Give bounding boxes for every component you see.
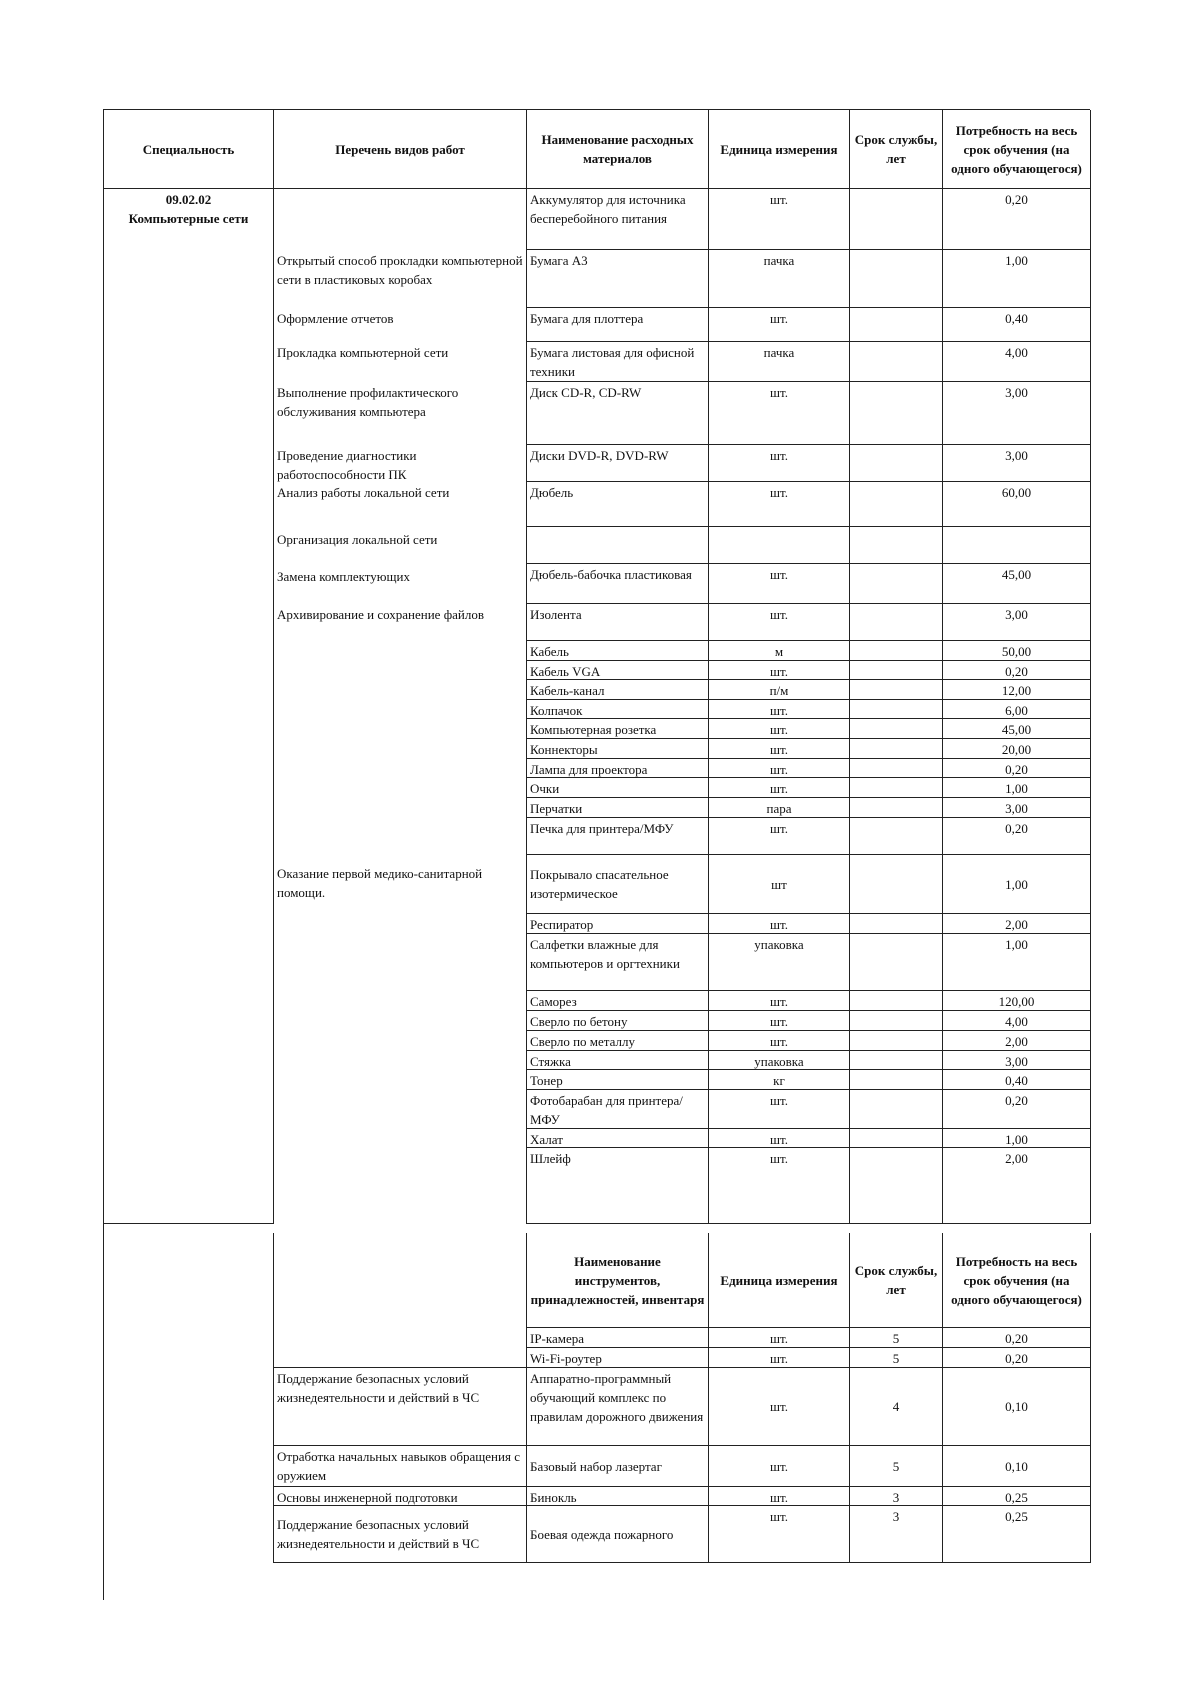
material-unit: шт. — [709, 1090, 850, 1129]
tool-unit: шт. — [709, 1446, 850, 1487]
material-name: Салфетки влажные для компьютеров и оргтехники — [527, 934, 709, 991]
material-unit: шт. — [709, 1011, 850, 1031]
material-life — [850, 250, 943, 308]
material-name: Коннекторы — [527, 739, 709, 759]
work-item: Поддержание безопасных условий жизнедеятельности и действий в ЧС — [274, 1506, 527, 1563]
material-need: 0,40 — [943, 1070, 1091, 1090]
material-need: 2,00 — [943, 1148, 1091, 1224]
tool-life: 3 — [850, 1506, 943, 1563]
material-unit: шт. — [709, 818, 850, 855]
material-name: Кабель VGA — [527, 661, 709, 680]
material-name: Кабель — [527, 641, 709, 661]
header-materials: Наименование расходных материалов — [527, 110, 709, 189]
work-item: Анализ работы локальной сети — [277, 485, 450, 500]
material-name: Бумага А3 — [527, 250, 709, 308]
material-life — [850, 382, 943, 445]
tool-name: IP-камера — [527, 1328, 709, 1348]
material-life — [850, 1031, 943, 1051]
tools-table — [103, 1233, 1090, 1560]
material-unit: м — [709, 641, 850, 661]
material-unit — [709, 527, 850, 564]
material-life — [850, 1129, 943, 1148]
material-unit: шт. — [709, 914, 850, 934]
material-life — [850, 641, 943, 661]
material-name: Покрывало спасательное изотермическое — [527, 855, 709, 914]
material-need: 3,00 — [943, 382, 1091, 445]
material-unit: шт. — [709, 661, 850, 680]
material-name: Тонер — [527, 1070, 709, 1090]
header-tools: Наименование инструментов, принадлежностей, инвентаря — [527, 1233, 709, 1328]
material-name: Халат — [527, 1129, 709, 1148]
tool-need: 0,25 — [943, 1506, 1091, 1563]
material-unit: пара — [709, 798, 850, 818]
material-name: Диски DVD-R, DVD-RW — [527, 445, 709, 482]
material-need: 1,00 — [943, 855, 1091, 914]
tool-need: 0,20 — [943, 1328, 1091, 1348]
material-need: 2,00 — [943, 1031, 1091, 1051]
material-name: Шлейф — [527, 1148, 709, 1224]
material-life — [850, 189, 943, 250]
material-life — [850, 934, 943, 991]
material-need: 0,20 — [943, 661, 1091, 680]
material-need: 2,00 — [943, 914, 1091, 934]
table-left-border-continuation — [103, 1560, 104, 1600]
material-need: 1,00 — [943, 934, 1091, 991]
material-name: Дюбель — [527, 482, 709, 527]
material-life — [850, 914, 943, 934]
material-life — [850, 604, 943, 641]
material-life — [850, 482, 943, 527]
material-unit: шт. — [709, 719, 850, 739]
specialty-name: Компьютерные сети — [128, 211, 249, 226]
tool-unit: шт. — [709, 1487, 850, 1506]
specialty-cell-continued — [104, 1233, 274, 1563]
tool-name: Аппаратно-программный обучающий комплекс по правилам дорожного движения — [527, 1368, 709, 1446]
material-unit: кг — [709, 1070, 850, 1090]
tool-life: 5 — [850, 1348, 943, 1368]
material-name — [527, 527, 709, 564]
header-works: Перечень видов работ — [274, 110, 527, 189]
work-item: Архивирование и сохранение файлов — [277, 607, 484, 622]
material-need: 50,00 — [943, 641, 1091, 661]
material-unit: п/м — [709, 680, 850, 700]
material-need: 0,20 — [943, 759, 1091, 778]
work-item: Прокладка компьютерной сети — [277, 345, 449, 360]
material-name: Сверло по бетону — [527, 1011, 709, 1031]
material-life — [850, 308, 943, 342]
material-need: 0,40 — [943, 308, 1091, 342]
material-name: Респиратор — [527, 914, 709, 934]
tool-unit: шт. — [709, 1506, 850, 1563]
header-life-2: Срок службы, лет — [850, 1233, 943, 1328]
work-item: Проведение диагностики работоспособности ПК — [277, 448, 417, 482]
material-life — [850, 739, 943, 759]
material-need: 1,00 — [943, 778, 1091, 798]
material-unit: шт. — [709, 759, 850, 778]
specialty-cell — [104, 189, 274, 1224]
tool-unit: шт. — [709, 1368, 850, 1446]
header-unit-2: Единица измерения — [709, 1233, 850, 1328]
material-need: 3,00 — [943, 445, 1091, 482]
material-name: Колпачок — [527, 700, 709, 719]
material-need: 0,20 — [943, 189, 1091, 250]
tool-life: 5 — [850, 1446, 943, 1487]
material-unit: упаковка — [709, 934, 850, 991]
material-need: 4,00 — [943, 342, 1091, 382]
tool-need: 0,10 — [943, 1368, 1091, 1446]
material-unit: упаковка — [709, 1051, 850, 1070]
material-name: Аккумулятор для источника бесперебойного питания — [527, 189, 709, 250]
material-need: 3,00 — [943, 798, 1091, 818]
material-life — [850, 527, 943, 564]
tool-need: 0,25 — [943, 1487, 1091, 1506]
tool-name: Wi-Fi-роутер — [527, 1348, 709, 1368]
material-life — [850, 564, 943, 604]
material-name: Печка для принтера/МФУ — [527, 818, 709, 855]
material-name: Диск CD-R, CD-RW — [527, 382, 709, 445]
material-unit: шт. — [709, 1031, 850, 1051]
material-life — [850, 661, 943, 680]
material-need: 3,00 — [943, 604, 1091, 641]
work-item: Организация локальной сети — [277, 532, 438, 547]
material-unit: пачка — [709, 250, 850, 308]
work-item: Замена комплектующих — [277, 569, 410, 584]
material-need: 45,00 — [943, 564, 1091, 604]
material-name: Кабель-канал — [527, 680, 709, 700]
material-unit: шт. — [709, 739, 850, 759]
material-name: Сверло по металлу — [527, 1031, 709, 1051]
work-item: Отработка начальных навыков обращения с оружием — [274, 1446, 527, 1487]
works-cell-continued — [274, 1233, 527, 1368]
material-need: 1,00 — [943, 250, 1091, 308]
material-need: 120,00 — [943, 991, 1091, 1011]
work-item: Оказание первой медико-санитарной помощи. — [277, 866, 483, 900]
tool-name: Бинокль — [527, 1487, 709, 1506]
tool-name: Боевая одежда пожарного — [527, 1506, 709, 1563]
material-life — [850, 1090, 943, 1129]
material-life — [850, 700, 943, 719]
material-unit: пачка — [709, 342, 850, 382]
material-name: Компьютерная розетка — [527, 719, 709, 739]
material-need: 0,20 — [943, 818, 1091, 855]
material-unit: шт. — [709, 445, 850, 482]
material-need — [943, 527, 1091, 564]
material-life — [850, 1051, 943, 1070]
material-unit: шт. — [709, 482, 850, 527]
material-life — [850, 778, 943, 798]
material-name: Бумага листовая для офисной техники — [527, 342, 709, 382]
tool-need: 0,20 — [943, 1348, 1091, 1368]
header-specialty: Специальность — [104, 110, 274, 189]
material-name: Бумага для плоттера — [527, 308, 709, 342]
material-need: 60,00 — [943, 482, 1091, 527]
material-name: Лампа для проектора — [527, 759, 709, 778]
material-unit: шт. — [709, 308, 850, 342]
material-life — [850, 1011, 943, 1031]
tool-unit: шт. — [709, 1328, 850, 1348]
material-life — [850, 855, 943, 914]
material-life — [850, 798, 943, 818]
material-name: Очки — [527, 778, 709, 798]
material-unit: шт. — [709, 778, 850, 798]
material-unit: шт — [709, 855, 850, 914]
material-life — [850, 991, 943, 1011]
material-need: 1,00 — [943, 1129, 1091, 1148]
material-unit: шт. — [709, 382, 850, 445]
materials-table — [103, 109, 1090, 1234]
material-name: Перчатки — [527, 798, 709, 818]
material-name: Фотобарабан для принтера/МФУ — [527, 1090, 709, 1129]
material-life — [850, 1070, 943, 1090]
material-unit: шт. — [709, 189, 850, 250]
material-name: Изолента — [527, 604, 709, 641]
tool-unit: шт. — [709, 1348, 850, 1368]
specialty-code: 09.02.02 — [165, 192, 212, 207]
material-name: Стяжка — [527, 1051, 709, 1070]
material-name: Дюбель-бабочка пластиковая — [527, 564, 709, 604]
material-unit: шт. — [709, 1148, 850, 1224]
tool-need: 0,10 — [943, 1446, 1091, 1487]
header-need: Потребность на весь срок обучения (на одного обучающегося) — [943, 110, 1091, 189]
material-life — [850, 719, 943, 739]
material-need: 4,00 — [943, 1011, 1091, 1031]
tool-life: 3 — [850, 1487, 943, 1506]
material-need: 0,20 — [943, 1090, 1091, 1129]
header-need-2: Потребность на весь срок обучения (на одного обучающегося) — [943, 1233, 1091, 1328]
work-item: Оформление отчетов — [277, 311, 394, 326]
material-life — [850, 818, 943, 855]
work-item: Открытый способ прокладки компьютерной сети в пластиковых коробах — [277, 253, 523, 287]
material-name: Саморез — [527, 991, 709, 1011]
material-need: 20,00 — [943, 739, 1091, 759]
material-unit: шт. — [709, 1129, 850, 1148]
material-life — [850, 759, 943, 778]
work-item: Выполнение профилактического обслуживания компьютера — [277, 385, 459, 419]
material-unit: шт. — [709, 604, 850, 641]
material-unit: шт. — [709, 564, 850, 604]
material-need: 45,00 — [943, 719, 1091, 739]
tool-life: 5 — [850, 1328, 943, 1348]
material-unit: шт. — [709, 700, 850, 719]
material-need: 12,00 — [943, 680, 1091, 700]
header-life: Срок службы, лет — [850, 110, 943, 189]
work-item: Основы инженерной подготовки — [274, 1487, 527, 1506]
material-life — [850, 680, 943, 700]
material-need: 3,00 — [943, 1051, 1091, 1070]
tool-life: 4 — [850, 1368, 943, 1446]
material-need: 6,00 — [943, 700, 1091, 719]
works-cell — [274, 189, 527, 1224]
material-life — [850, 1148, 943, 1224]
header-unit: Единица измерения — [709, 110, 850, 189]
material-life — [850, 445, 943, 482]
material-unit: шт. — [709, 991, 850, 1011]
tool-name: Базовый набор лазертаг — [527, 1446, 709, 1487]
material-life — [850, 342, 943, 382]
work-item: Поддержание безопасных условий жизнедеятельности и действий в ЧС — [274, 1368, 527, 1446]
